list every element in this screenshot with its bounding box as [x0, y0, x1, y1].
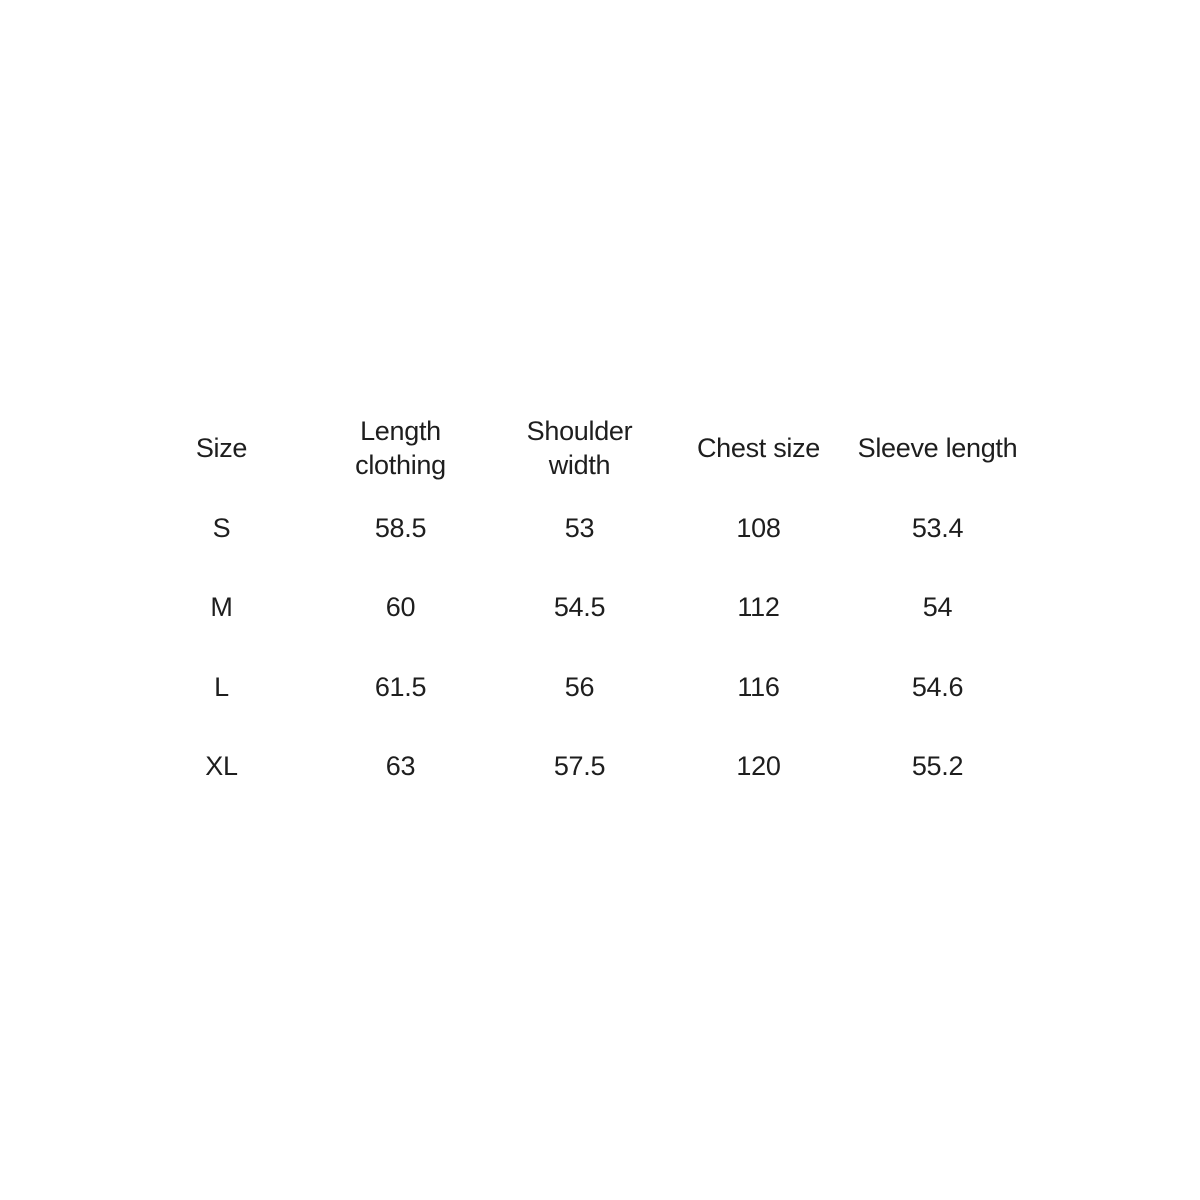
cell-length-clothing: 58.5	[374, 512, 427, 543]
table-row	[132, 647, 1027, 727]
size-chart-body	[132, 488, 1027, 806]
header-shoulder-width: Shoulder width	[526, 416, 633, 480]
cell-shoulder-width: 54.5	[553, 592, 606, 623]
cell-shoulder-width: 57.5	[553, 751, 606, 782]
header-sleeve-length: Sleeve length	[857, 433, 1018, 463]
cell-shoulder-width: 56	[564, 671, 595, 702]
header-length-clothing: Length clothing	[355, 416, 446, 480]
size-chart-header	[132, 408, 1027, 488]
header-chest-size: Chest size	[696, 433, 821, 463]
cell-length-clothing: 63	[385, 751, 416, 782]
cell-size: S	[212, 512, 231, 543]
cell-sleeve-length: 54	[922, 592, 953, 623]
cell-sleeve-length: 53.4	[911, 512, 964, 543]
cell-chest-size: 112	[737, 592, 780, 623]
cell-size: XL	[205, 751, 238, 782]
table-row	[132, 488, 1027, 568]
cell-length-clothing: 60	[385, 592, 416, 623]
cell-chest-size: 108	[736, 512, 781, 543]
cell-sleeve-length: 54.6	[911, 671, 964, 702]
cell-shoulder-width: 53	[564, 512, 595, 543]
cell-length-clothing: 61.5	[374, 671, 427, 702]
header-size: Size	[195, 433, 248, 463]
size-chart-table	[132, 408, 1027, 806]
table-row	[132, 727, 1027, 807]
table-row	[132, 568, 1027, 648]
cell-chest-size: 120	[736, 751, 781, 782]
cell-size: L	[214, 671, 229, 702]
cell-chest-size: 116	[737, 671, 780, 702]
cell-sleeve-length: 55.2	[911, 751, 964, 782]
cell-size: M	[210, 592, 233, 623]
header-row	[132, 408, 1027, 488]
